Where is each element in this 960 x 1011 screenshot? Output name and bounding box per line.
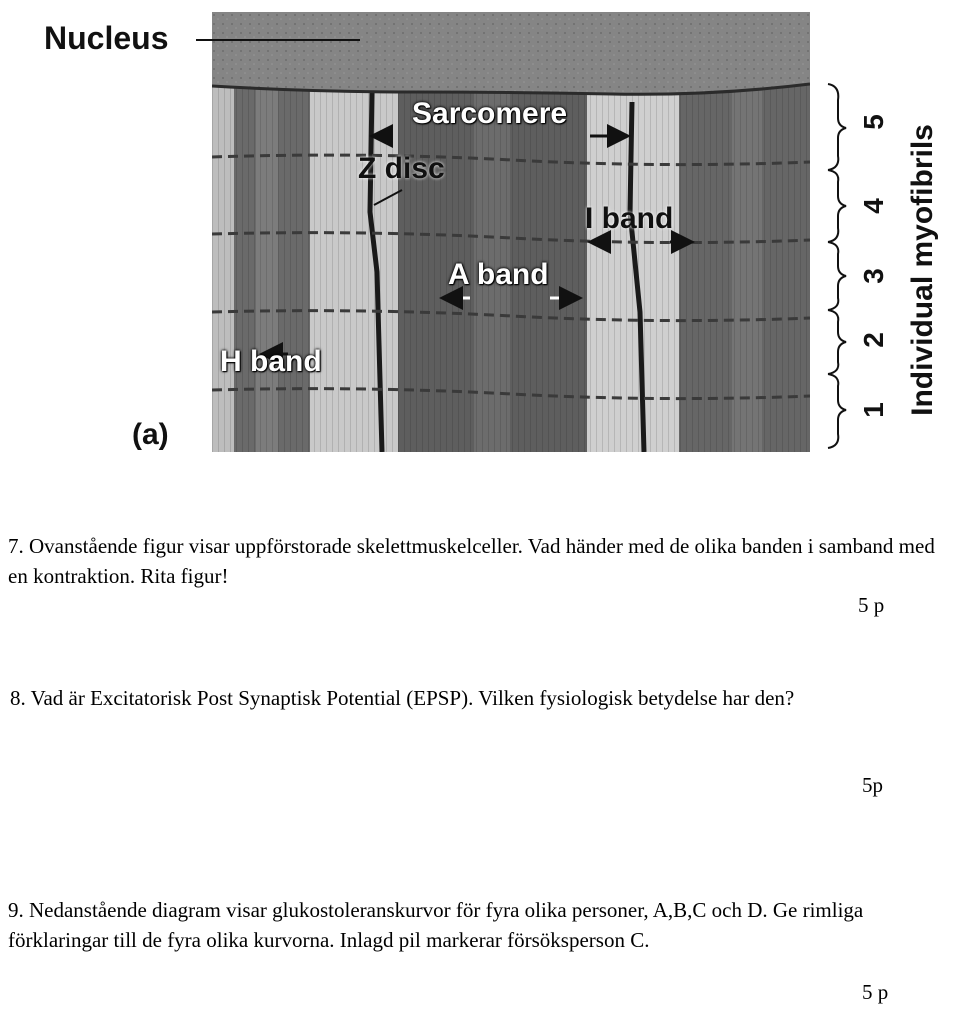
myofibril-brace-2 xyxy=(828,310,846,374)
panel-label: (a) xyxy=(132,418,169,451)
h-band-label: H band xyxy=(220,345,322,378)
myofibril-number-1: 1 xyxy=(858,402,889,418)
myofibril-number-5: 5 xyxy=(858,114,889,130)
a-band-label: A band xyxy=(448,258,549,291)
micrograph-figure xyxy=(0,0,960,470)
question-9-points: 5 p xyxy=(862,980,889,1004)
myofibril-brace-1 xyxy=(828,374,846,448)
myofibril-number-2: 2 xyxy=(858,332,889,348)
figure-annotation-lines xyxy=(0,0,960,470)
myofibril-brace-4 xyxy=(828,170,846,242)
myofibril-brace-5 xyxy=(828,84,846,170)
question-8-points: 5p xyxy=(862,773,883,797)
myofibrils-title-text: Individual myofibrils xyxy=(906,124,939,416)
i-band-label: I band xyxy=(585,202,674,235)
z-disc-label: Z disc xyxy=(358,152,445,185)
myofibril-number-3: 3 xyxy=(858,268,889,284)
myofibril-brace-3 xyxy=(828,242,846,310)
myofibril-number-4: 4 xyxy=(858,198,889,214)
question-7-points: 5 p xyxy=(858,593,885,617)
sarcomere-label: Sarcomere xyxy=(412,97,568,130)
question-7-text: 7. Ovanstående figur visar uppförstorade skelettmuskelceller. Vad händer med de olika banden i samband med en kontraktion. Rita figur! xyxy=(8,534,935,588)
nucleus-label: Nucleus xyxy=(44,20,169,56)
question-9-text: 9. Nedanstående diagram visar glukostoleranskurvor för fyra olika personer, A,B,C och D. Ge rimliga förklaringar till de fyra olika kurvorna. Inlagd pil markerar försöksperson C. xyxy=(8,898,864,952)
z-disc-pointer-line xyxy=(374,190,402,205)
question-8-text: 8. Vad är Excitatorisk Post Synaptisk Potential (EPSP). Vilken fysiologisk betydelse har den? xyxy=(10,686,795,710)
